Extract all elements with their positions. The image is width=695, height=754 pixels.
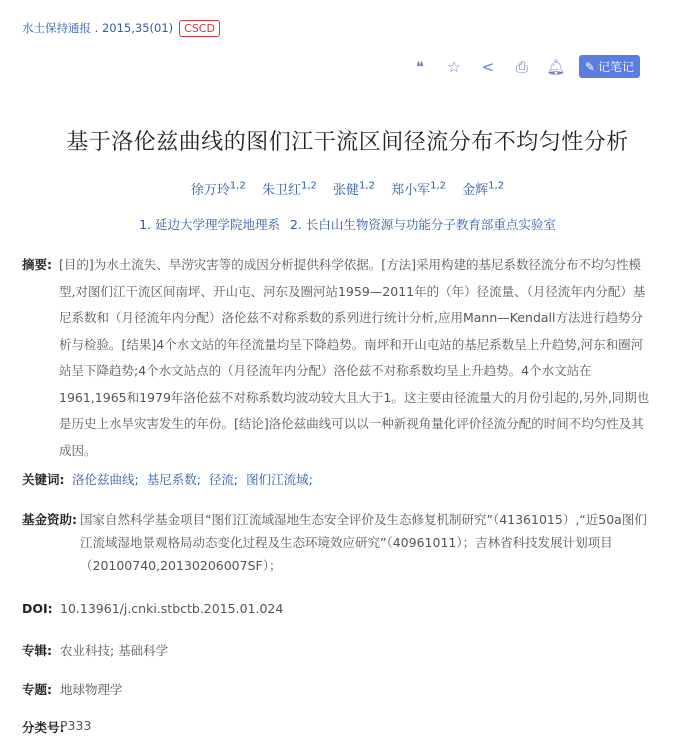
affiliations xyxy=(0,215,695,233)
abstract-section xyxy=(22,252,650,464)
pencil-icon: ✎ xyxy=(584,59,595,74)
class-number-label: 分类号: xyxy=(22,720,65,735)
abstract-label: 摘要: xyxy=(22,257,52,272)
funding-text: 国家自然科学基金项目“图们江流域湿地生态安全评价及生态修复机制研究”（41361015）,“近50a图们江流域湿地景观格局动态变化过程及生态环境效应研究”（40961011）；吉林省科技发展计划项目（20100740,20130206007SF）； xyxy=(80,512,647,573)
affiliation-link[interactable]: 1. 延边大学理学院地理系 xyxy=(139,217,280,232)
doi-value: 10.13961/j.cnki.stbctb.2015.01.024 xyxy=(60,601,284,616)
class-number-value: P333 xyxy=(60,718,92,733)
topic-value: 地球物理学 xyxy=(60,682,123,697)
take-notes-button[interactable] xyxy=(579,55,640,78)
article-title: 基于洛伦兹曲线的图们江干流区间径流分布不均匀性分析 xyxy=(66,130,629,155)
take-notes-label: 记笔记 xyxy=(597,60,634,74)
author-list xyxy=(0,179,695,198)
abstract-text: [目的]为水土流失、旱涝灾害等的成因分析提供科学依据。[方法]采用构建的基尼系数径流分布不均匀性模型,对图们江干流区间南坪、开山屯、河东及圈河站1959—2011年的（年）径流量、（月径流年内分配）基尼系数和（月径流年内分配）洛伦兹不对称系数的系列进行统计分析,应用Mann—Kendall方法进行趋势分析与检验。[结果]4个水文站的年径流量均呈下降趋势。南坪和开山屯站的基尼系数呈上升趋势,河东和圈河站呈下降趋势;4个水文站点的（月径流年内分配）洛伦兹不对称系数均呈上升趋势。4个水文站在1961,1965和1979年洛伦兹不对称系数均波动较大且大于1。这主要由径流量大的月份引起的,另外,同期也是历史上水旱灾害发生的年份。[结论]洛伦兹曲线可以以一种新视角量化评价径流分配的时间不均匀性及其成因。 xyxy=(59,257,650,458)
author-link[interactable]: 徐万玲$^{1,2}$ xyxy=(190,180,246,198)
favorite-star-icon[interactable]: ☆ xyxy=(447,57,461,76)
doi-label: DOI: xyxy=(22,601,53,616)
quote-icon[interactable]: ❝ xyxy=(415,57,424,76)
keyword-link[interactable]: 基尼系数; xyxy=(146,472,201,487)
keyword-link[interactable]: 径流; xyxy=(208,472,239,487)
author-link[interactable]: 张健$^{1,2}$ xyxy=(333,180,375,198)
keywords-label: 关键词: xyxy=(22,472,65,487)
album-label: 专辑: xyxy=(22,643,52,658)
author-link[interactable]: 郑小军$^{1,2}$ xyxy=(391,180,447,198)
affiliation-link[interactable]: 2. 长白山生物资源与功能分子教育部重点实验室 xyxy=(289,217,556,232)
journal-source[interactable]: 水土保持通报 . 2015,35(01) xyxy=(22,21,174,35)
keyword-link[interactable]: 洛伦兹曲线; xyxy=(72,472,139,487)
keyword-link[interactable]: 图们江流域; xyxy=(246,472,313,487)
cscd-badge: CSCD xyxy=(179,20,220,37)
topic-label: 专题: xyxy=(22,682,52,697)
album-value: 农业科技; 基础科学 xyxy=(60,643,169,658)
share-icon[interactable]: < xyxy=(481,57,495,76)
funding-label: 基金资助: xyxy=(22,512,77,527)
author-link[interactable]: 金辉$^{1,2}$ xyxy=(462,180,505,198)
print-icon[interactable]: ⎙ xyxy=(515,57,528,76)
funding-section xyxy=(22,508,650,577)
bell-icon[interactable]: 🔔︎ xyxy=(546,57,566,76)
journal-info xyxy=(22,20,220,37)
article-toolbar xyxy=(397,55,640,78)
author-link[interactable]: 朱卫红$^{1,2}$ xyxy=(261,180,317,198)
